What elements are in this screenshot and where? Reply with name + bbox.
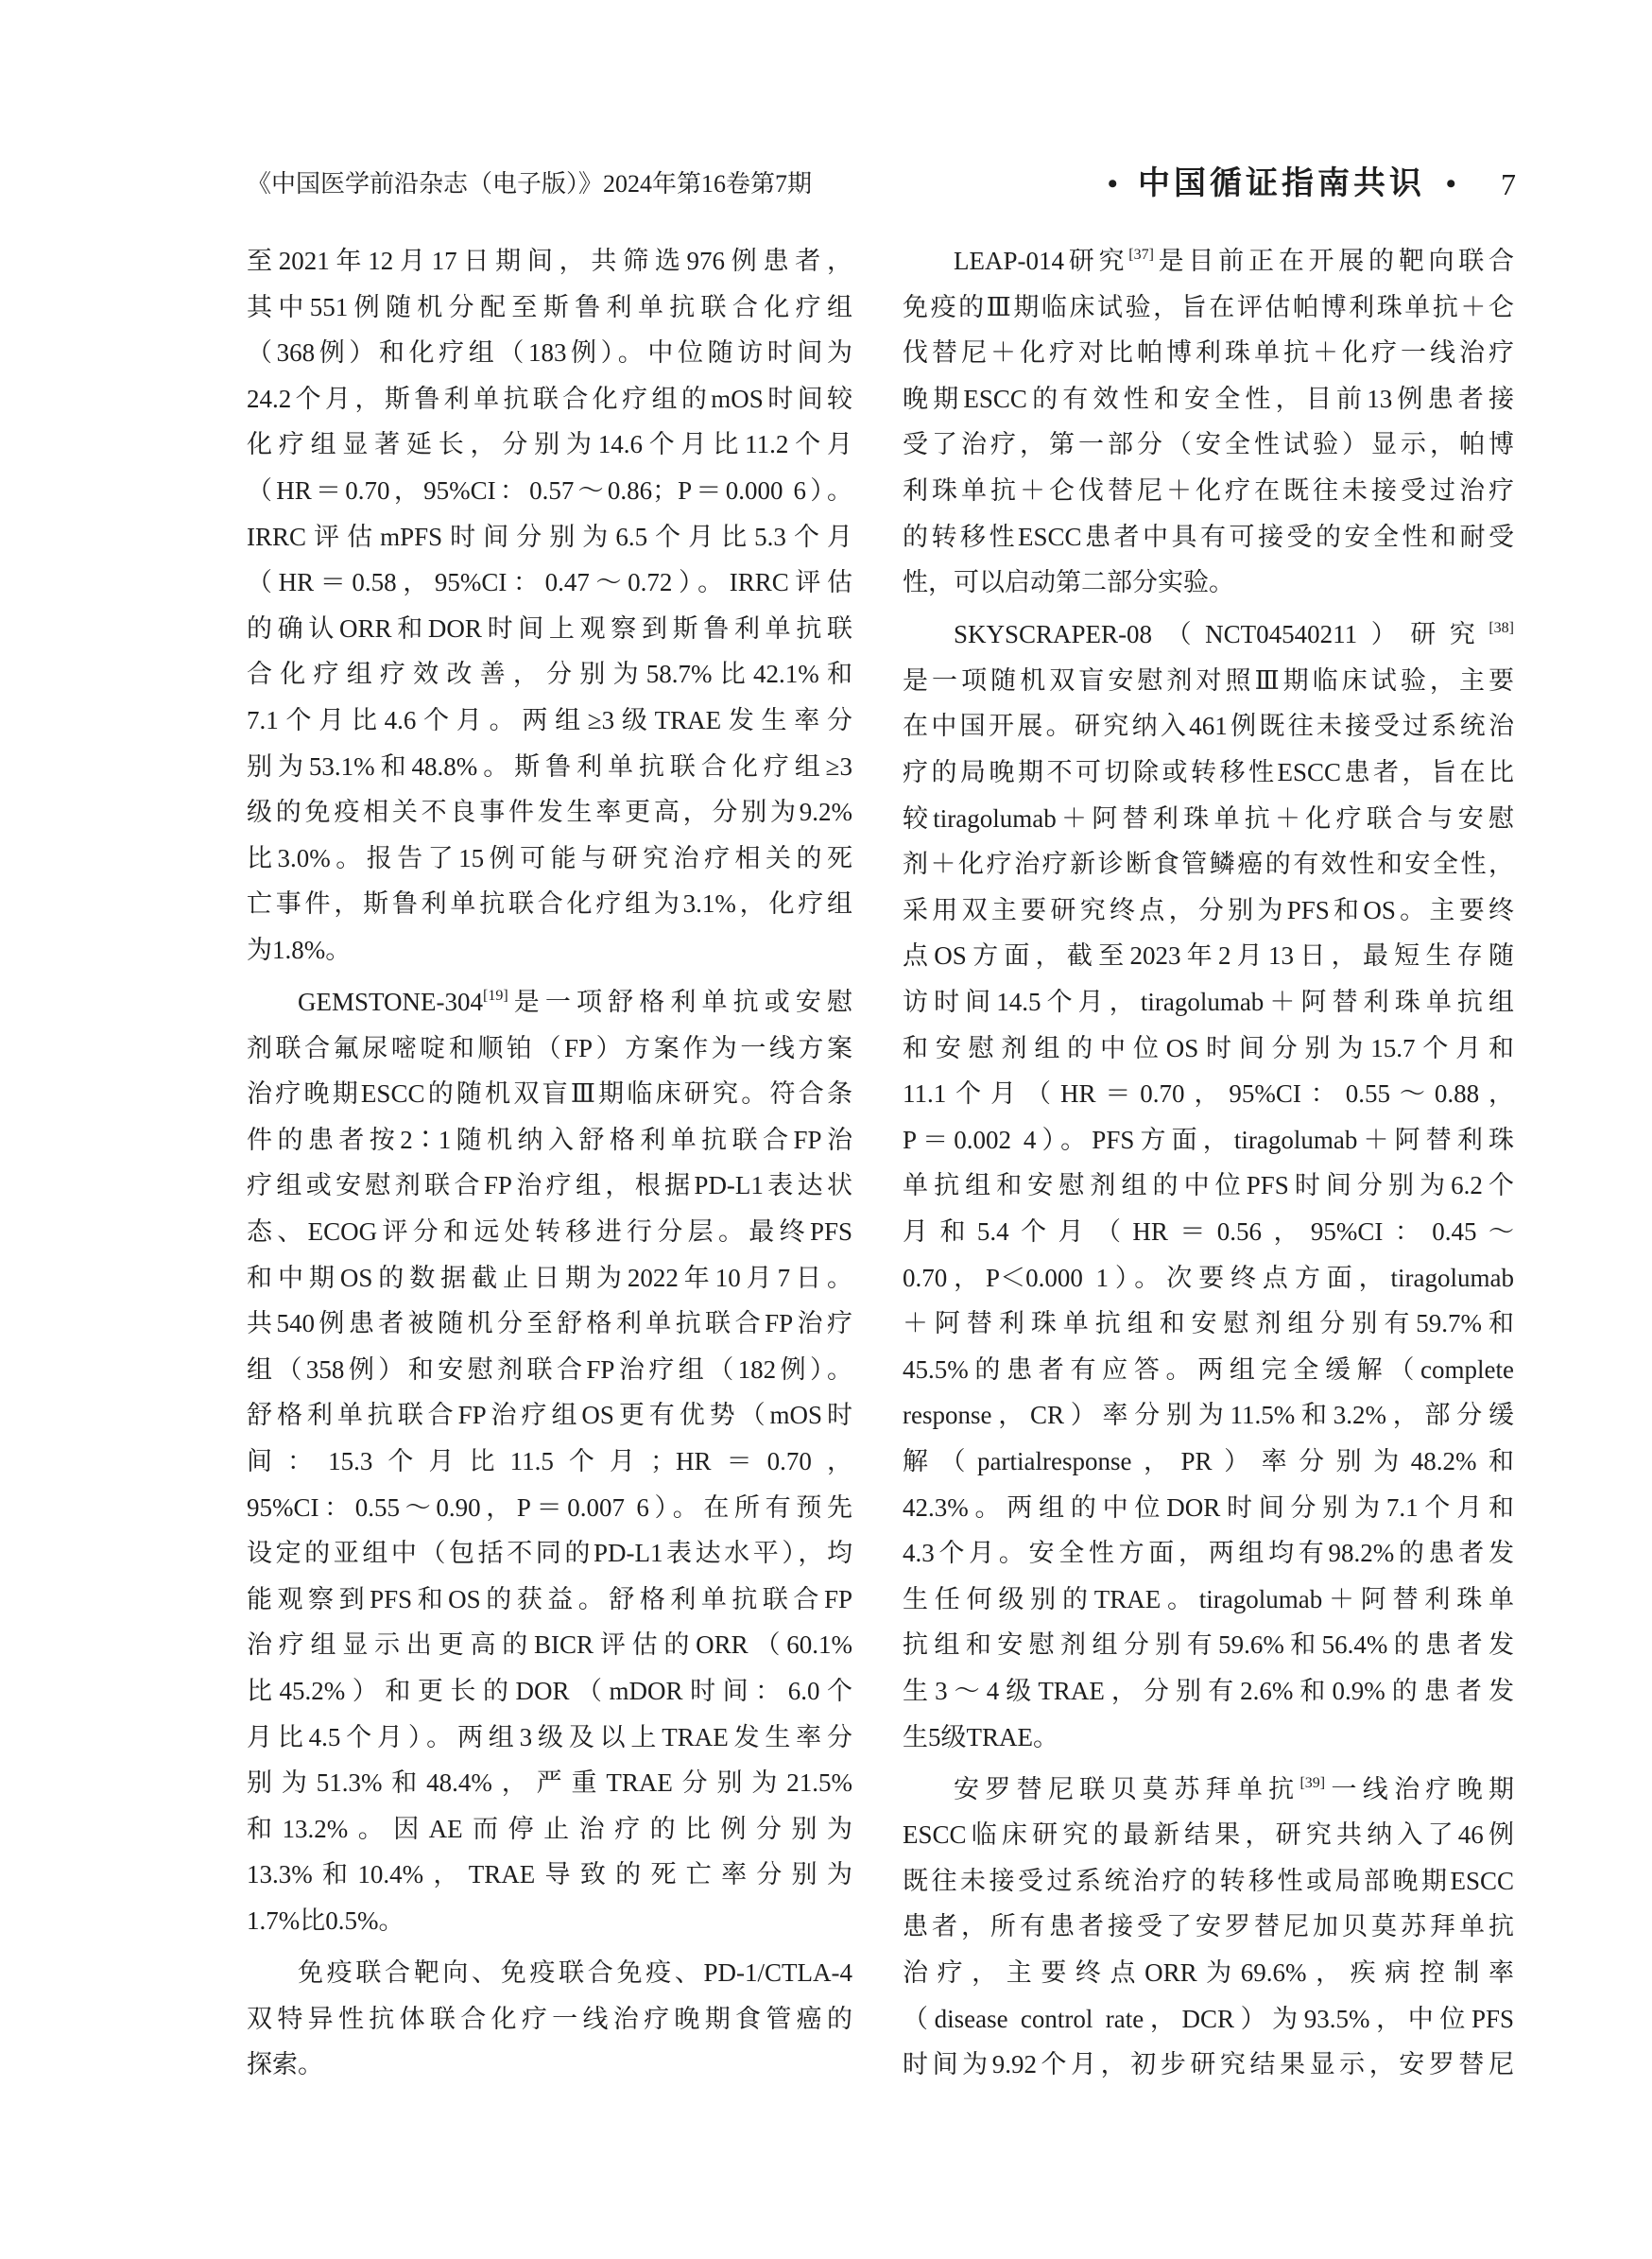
text-line: 探索。 xyxy=(247,2050,323,2079)
text-line: 亡事件，斯鲁利单抗联合化疗组为3.1%，化疗组 xyxy=(247,889,852,919)
citation-ref: [19] xyxy=(483,988,508,1004)
text-line: 解（partialresponse，PR）率分别为48.2%和 xyxy=(903,1446,1514,1475)
text-line: 42.3%。两组的中位DOR时间分别为7.1个月和 xyxy=(903,1492,1514,1522)
text-line: 剂＋化疗治疗新诊断食管鳞癌的有效性和安全性， xyxy=(903,850,1514,879)
text-segment: LEAP-014研究 xyxy=(954,247,1129,275)
text-line: 的转移性ESCC患者中具有可接受的安全性和耐受 xyxy=(903,522,1514,551)
text-segment: SKYSCRAPER-08（NCT04540211）研究 xyxy=(954,620,1489,649)
text-segment: 是一项舒格利单抗或安慰 xyxy=(508,988,852,1016)
paragraph xyxy=(903,612,1514,1760)
header-bullet-right: • xyxy=(1446,168,1456,199)
text-line: 访时间14.5个月，tiragolumab＋阿替利珠单抗组 xyxy=(903,988,1514,1016)
text-line: 别为51.3%和48.4%，严重TRAE分别为21.5% xyxy=(247,1768,852,1798)
text-line: 疗的局晚期不可切除或转移性ESCC患者，旨在比 xyxy=(903,758,1514,787)
text-line: 治疗组显示出更高的BICR评估的ORR（60.1% xyxy=(247,1630,852,1660)
text-line: 24.2个月，斯鲁利单抗联合化疗组的mOS时间较 xyxy=(247,384,852,413)
text-line: ESCC临床研究的最新结果，研究共纳入了46例 xyxy=(903,1820,1514,1850)
text-line: （368例）和化疗组（183例）。中位随访时间为 xyxy=(247,338,852,368)
page-number: 7 xyxy=(1501,167,1516,201)
text-line: 生5级TRAE。 xyxy=(903,1722,1058,1751)
text-line: 45.5%的患者有应答。两组完全缓解（complete xyxy=(903,1354,1514,1384)
text-line: 治疗晚期ESCC的随机双盲Ⅲ期临床研究。符合条 xyxy=(247,1079,852,1109)
text-line: 间：15.3个月比11.5个月；HR＝0.70， xyxy=(247,1446,852,1475)
text-line: 比3.0%。报告了15例可能与研究治疗相关的死 xyxy=(247,843,852,872)
citation-ref: [39] xyxy=(1299,1774,1326,1791)
text-line: 疗组或安慰剂联合FP治疗组，根据PD-L1表达状 xyxy=(247,1171,852,1200)
text-line: 既往未接受过系统治疗的转移性或局部晚期ESCC xyxy=(903,1866,1514,1895)
text-line: （HR＝0.70，95%CI：0.57～0.86；P＝0.000 6）。 xyxy=(247,475,852,505)
paragraph xyxy=(247,1950,852,2088)
text-line xyxy=(903,238,1514,285)
text-line: 患者，所有患者接受了安罗替尼加贝莫苏拜单抗 xyxy=(903,1912,1514,1941)
text-segment: 是目前正在开展的靶向联合 xyxy=(1153,247,1514,275)
text-line: 共540例患者被随机分至舒格利单抗联合FP治疗 xyxy=(247,1309,852,1338)
text-line: 0.70，P＜0.000 1）。次要终点方面，tiragolumab xyxy=(903,1263,1514,1292)
left-column xyxy=(247,238,852,2088)
citation-ref: [38] xyxy=(1489,620,1514,637)
text-line: 设定的亚组中（包括不同的PD-L1表达水平），均 xyxy=(247,1539,852,1568)
text-line: 采用双主要研究终点，分别为PFS和OS。主要终 xyxy=(903,895,1514,924)
text-line: 舒格利单抗联合FP治疗组OS更有优势（mOS时 xyxy=(247,1401,852,1430)
text-line: 和安慰剂组的中位OS时间分别为15.7个月和 xyxy=(903,1033,1514,1062)
text-line: 态、ECOG评分和远处转移进行分层。最终PFS xyxy=(247,1216,852,1246)
text-line: 免疫的Ⅲ期临床试验，旨在评估帕博利珠单抗＋仑 xyxy=(903,292,1514,321)
text-line: 较tiragolumab＋阿替利珠单抗＋化疗联合与安慰 xyxy=(903,803,1514,833)
paragraph xyxy=(247,979,852,1943)
citation-ref: [37] xyxy=(1128,247,1154,263)
text-line: （HR＝0.58，95%CI：0.47～0.72）。IRRC评估 xyxy=(247,568,852,597)
paragraph xyxy=(903,1767,1514,2088)
text-line: 单抗组和安慰剂组的中位PFS时间分别为6.2个 xyxy=(903,1171,1514,1200)
text-line: 11.1个月（HR＝0.70，95%CI：0.55～0.88， xyxy=(903,1079,1514,1109)
text-line: 其中551例随机分配至斯鲁利单抗联合化疗组 xyxy=(247,292,852,321)
text-line: 抗组和安慰剂组分别有59.6%和56.4%的患者发 xyxy=(903,1630,1514,1660)
text-line: 级的免疫相关不良事件发生率更高，分别为9.2% xyxy=(247,798,852,827)
text-line: 利珠单抗＋仑伐替尼＋化疗在既往未接受过治疗 xyxy=(903,475,1514,505)
text-line: 组（358例）和安慰剂联合FP治疗组（182例）。 xyxy=(247,1354,852,1384)
text-line: ＋阿替利珠单抗组和安慰剂组分别有59.7%和 xyxy=(903,1309,1514,1338)
text-segment: 一线治疗晚期 xyxy=(1325,1774,1515,1803)
text-line xyxy=(903,1767,1514,1813)
text-line: 1.7%比0.5%。 xyxy=(247,1905,404,1935)
text-segment: GEMSTONE-304 xyxy=(298,988,484,1016)
journal-citation-header: 《中国医学前沿杂志（电子版）》2024年第16卷第7期 xyxy=(247,170,813,198)
paragraph xyxy=(247,238,852,974)
text-line: 比45.2%）和更长的DOR（mDOR时间：6.0个 xyxy=(247,1676,852,1705)
text-line: 4.3个月。安全性方面，两组均有98.2%的患者发 xyxy=(903,1539,1514,1568)
text-line: 免疫联合靶向、免疫联合免疫、PD-1/CTLA-4 xyxy=(298,1957,852,1987)
paragraph xyxy=(903,238,1514,606)
text-line: 性，可以启动第二部分实验。 xyxy=(903,568,1234,597)
text-line xyxy=(247,979,852,1026)
text-line: 和中期OS的数据截止日期为2022年10月7日。 xyxy=(247,1263,852,1292)
text-line: 月和5.4个月（HR＝0.56，95%CI：0.45～ xyxy=(903,1216,1514,1246)
text-line: 合化疗组疗效改善，分别为58.7%比42.1%和 xyxy=(247,660,852,689)
text-line: 时间为9.92个月，初步研究结果显示，安罗替尼 xyxy=(903,2050,1514,2079)
text-line: 13.3%和10.4%，TRAE导致的死亡率分别为 xyxy=(247,1860,852,1889)
text-line: 生3～4级TRAE，分别有2.6%和0.9%的患者发 xyxy=(903,1676,1514,1705)
text-line: 是一项随机双盲安慰剂对照Ⅲ期临床试验，主要 xyxy=(903,665,1514,695)
text-line: 的确认ORR和DOR时间上观察到斯鲁利单抗联 xyxy=(247,613,852,643)
section-title: 中国循证指南共识 xyxy=(1138,166,1425,201)
text-line: 别为53.1%和48.8%。斯鲁利单抗联合化疗组≥3 xyxy=(247,751,852,781)
text-line: 双特异性抗体联合化疗一线治疗晚期食管癌的 xyxy=(247,2004,852,2033)
header-bullet-left: • xyxy=(1108,168,1118,199)
text-line: 能观察到PFS和OS的获益。舒格利单抗联合FP xyxy=(247,1584,852,1613)
text-line: 95%CI：0.55～0.90，P＝0.007 6）。在所有预先 xyxy=(247,1492,852,1522)
text-line: P＝0.002 4）。PFS方面，tiragolumab＋阿替利珠 xyxy=(903,1125,1514,1154)
text-line: 7.1个月比4.6个月。两组≥3级TRAE发生率分 xyxy=(247,705,852,734)
text-line: 化疗组显著延长，分别为14.6个月比11.2个月 xyxy=(247,430,852,459)
text-line: 点OS方面，截至2023年2月13日，最短生存随 xyxy=(903,941,1514,971)
text-line: 治疗，主要终点ORR为69.6%，疾病控制率 xyxy=(903,1957,1514,1987)
text-line: 生任何级别的TRAE。tiragolumab＋阿替利珠单 xyxy=(903,1584,1514,1613)
text-line: （disease control rate，DCR）为93.5%，中位PFS xyxy=(903,2004,1514,2033)
text-line: 和13.2%。因AE而停止治疗的比例分别为 xyxy=(247,1814,852,1843)
text-line: 件的患者按2∶1随机纳入舒格利单抗联合FP治 xyxy=(247,1125,852,1154)
text-line: 伐替尼＋化疗对比帕博利珠单抗＋化疗一线治疗 xyxy=(903,338,1514,368)
text-segment: 安罗替尼联贝莫苏拜单抗 xyxy=(954,1774,1300,1803)
text-line: 受了治疗，第一部分（安全性试验）显示，帕博 xyxy=(903,430,1514,459)
right-column xyxy=(903,238,1514,2088)
text-line: 剂联合氟尿嘧啶和顺铂（FP）方案作为一线方案 xyxy=(247,1033,852,1062)
text-line xyxy=(903,612,1514,658)
text-line: 至2021年12月17日期间，共筛选976例患者， xyxy=(247,247,852,275)
text-line: IRRC评估mPFS时间分别为6.5个月比5.3个月 xyxy=(247,522,852,551)
text-line: 在中国开展。研究纳入461例既往未接受过系统治 xyxy=(903,712,1514,741)
text-line: 月比4.5个月）。两组3级及以上TRAE发生率分 xyxy=(247,1722,852,1751)
text-line: 为1.8%。 xyxy=(247,935,352,964)
text-line: 晚期ESCC的有效性和安全性，目前13例患者接 xyxy=(903,384,1514,413)
text-line: response，CR）率分别为11.5%和3.2%，部分缓 xyxy=(903,1401,1514,1430)
